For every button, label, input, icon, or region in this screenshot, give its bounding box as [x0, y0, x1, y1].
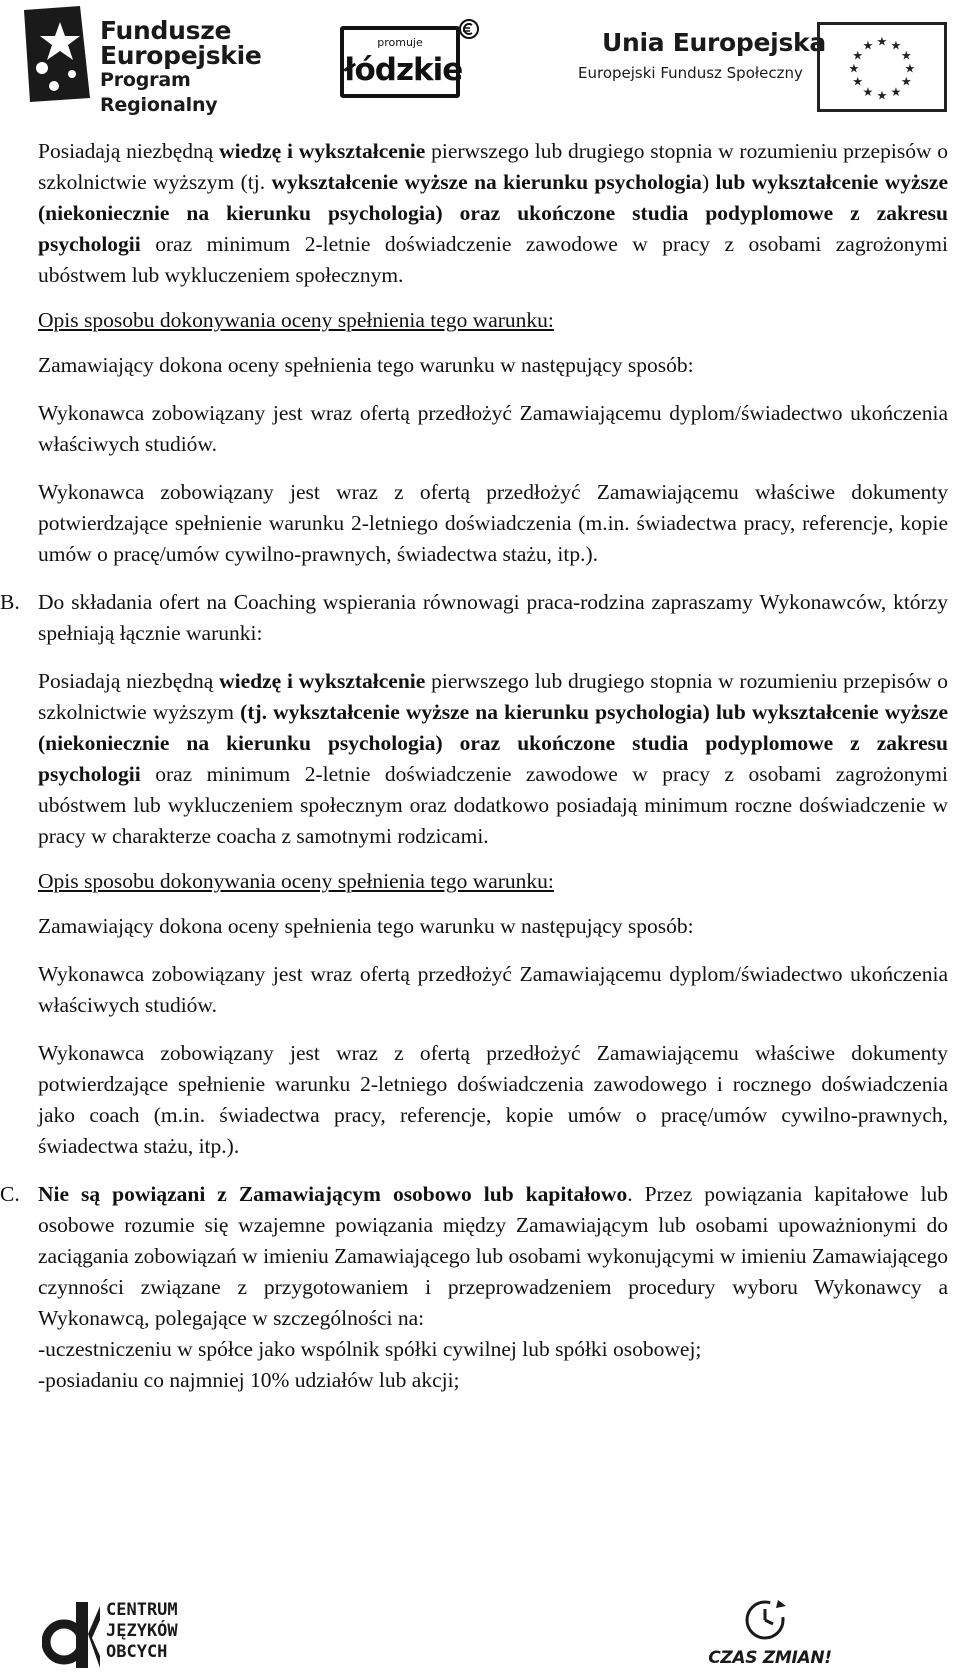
header-logo-bar [0, 0, 960, 115]
centrum-jezykow-obcych-logo [42, 1598, 202, 1670]
section-a-assessment-intro: Zamawiający dokona oceny spełnienia tego warunku w następujący sposób: [38, 353, 694, 377]
unia-europejska-logo [562, 22, 952, 102]
text-run-bold: lub wykształcenie wyższe (niekoniecznie na kierunku psychologia) oraz ukończone studia podyplomowe z zakresu psychologii [38, 170, 948, 256]
section-a-diploma-requirement: Wykonawca zobowiązany jest wraz ofertą przedłożyć Zamawiającemu dyplom/świadectwo ukończenia właściwych studiów. [38, 401, 948, 456]
section-b-letter: B. [0, 590, 20, 614]
promuje-lodzkie-logo [340, 18, 488, 98]
svg-text:★: ★ [900, 48, 912, 63]
section-c-paragraph [38, 1179, 948, 1334]
text-run: oraz minimum 2-letnie doświadczenie zawodowe w pracy z osobami zagrożonymi ubóstwem lub wykluczeniem społecznym oraz dodatkowo posiadają minimum roczne doświadczenie w pracy w charakterze coacha z samotnymi rodzicami. [38, 762, 948, 848]
svg-text:★: ★ [876, 88, 888, 103]
czas-zmian-logo [700, 1596, 840, 1672]
text-run-bold: wykształcenie wyższe na kierunku psychologia [271, 170, 702, 194]
section-c-bullet-2: -posiadaniu co najmniej 10% udziałów lub akcji; [38, 1368, 460, 1392]
ue-fund-name: Europejski Fundusz Społeczny [578, 64, 803, 82]
footer-logo-bar [0, 1580, 960, 1674]
cjo-line-1: CENTRUM [106, 1600, 178, 1620]
section-c [0, 1179, 948, 1396]
fe-logo-line2: Europejskie [100, 41, 262, 70]
svg-text:★: ★ [848, 61, 860, 76]
cjo-line-2: JĘZYKÓW [106, 1621, 178, 1641]
cjo-line-3: OBCYCH [106, 1642, 168, 1662]
lodzkie-small-text: promuje [377, 36, 423, 49]
svg-text:★: ★ [900, 74, 912, 89]
section-b-knowledge-paragraph [38, 666, 948, 852]
euro-sign-icon [458, 18, 480, 40]
fundusze-europejskie-logo [20, 4, 280, 116]
section-b-experience-requirement: Wykonawca zobowiązany jest wraz z ofertą przedłożyć Zamawiającemu właściwe dokumenty potwierdzające spełnienie warunku 2-letniego doświadczenia zawodowego i rocznego doświadczenia jako coach (m.in. świadectwa pracy, referencje, kopie umów o pracę/umów cywilno-prawnych, świadectwa stażu, itp.). [38, 1041, 948, 1158]
text-run: Posiadają niezbędną [38, 669, 220, 693]
section-b-diploma-requirement: Wykonawca zobowiązany jest wraz ofertą przedłożyć Zamawiającemu dyplom/świadectwo ukończenia właściwych studiów. [38, 962, 948, 1017]
svg-text:★: ★ [904, 61, 916, 76]
section-c-bullet-1: -uczestniczeniu w spółce jako wspólnik spółki cywilnej lub spółki osobowej; [38, 1337, 702, 1361]
text-run: . Przez powiązania kapitałowe lub osobowe rozumie się wzajemne powiązania między Zamawiającym lub osobami upoważnionymi do zaciągania zobowiązań w imieniu Zamawiającego lub osobami wykonującymi w imieniu Zamawiającego czynności związane z przygotowaniem i przeprowadzeniem procedury wyboru Wykonawcy a Wykonawcą, polegające w szczególności na: [38, 1182, 948, 1330]
fundusze-europejskie-star-icon [20, 4, 94, 104]
svg-text:★: ★ [852, 48, 864, 63]
svg-text:★: ★ [862, 84, 874, 99]
svg-text:★: ★ [890, 84, 902, 99]
czas-zmian-text: CZAS ZMIAN! [708, 1648, 832, 1668]
clock-icon [742, 1596, 788, 1642]
fe-logo-line3: Program Regionalny [100, 69, 218, 116]
text-run-bold: Nie są powiązani z Zamawiającym osobowo lub kapitałowo [38, 1182, 628, 1206]
ok-mark-icon [42, 1598, 100, 1670]
lodzkie-name: łódzkie [344, 52, 463, 88]
text-run: oraz minimum 2-letnie doświadczenie zawodowe w pracy z osobami zagrożonymi ubóstwem lub wykluczeniem społecznym. [38, 232, 948, 287]
section-a-experience-requirement: Wykonawca zobowiązany jest wraz z ofertą przedłożyć Zamawiającemu właściwe dokumenty potwierdzające spełnienie warunku 2-letniego doświadczenia (m.in. świadectwa pracy, referencje, kopie umów o pracę/umów cywilno-prawnych, świadectwa stażu, itp.). [38, 480, 948, 566]
text-run: Posiadają niezbędną [38, 139, 220, 163]
lodzkie-frame [340, 26, 463, 98]
text-run-bold: wiedzę i wykształcenie [219, 139, 426, 163]
text-run-bold: wiedzę i wykształcenie [219, 669, 426, 693]
section-b-assessment-intro: Zamawiający dokona oceny spełnienia tego warunku w następujący sposób: [38, 914, 694, 938]
text-run: pierwszego lub drugiego stopnia w rozumieniu przepisów o szkolnictwie wyższym [38, 669, 948, 724]
section-b-intro: Do składania ofert na Coaching wspierania równowagi praca-rodzina zapraszamy Wykonawców, którzy spełniają łącznie warunki: [38, 590, 948, 645]
svg-text:★: ★ [852, 74, 864, 89]
svg-text:★: ★ [890, 38, 902, 53]
text-run: ) [701, 170, 716, 194]
ue-name: Unia Europejska [602, 28, 826, 57]
eu-flag-icon [817, 22, 947, 112]
section-b [0, 587, 948, 1162]
fe-logo-line1: Fundusze [100, 16, 232, 45]
text-run-bold: (tj. wykształcenie wyższe na kierunku psychologia) lub wykształcenie wyższe (niekoniecznie na kierunku psychologia) oraz ukończone studia podyplomowe z zakresu psychologii [38, 700, 948, 786]
svg-text:★: ★ [876, 34, 888, 49]
text-run: pierwszego lub drugiego stopnia w rozumieniu przepisów o szkolnictwie wyższym (tj. [38, 139, 948, 194]
section-c-letter: C. [0, 1182, 20, 1206]
section-b-assessment-heading: Opis sposobu dokonywania oceny spełnienia tego warunku: [38, 869, 554, 893]
section-a-knowledge-paragraph [38, 136, 948, 291]
section-a-assessment-heading: Opis sposobu dokonywania oceny spełnienia tego warunku: [38, 308, 554, 332]
svg-text:★: ★ [862, 38, 874, 53]
document-body [0, 136, 948, 1396]
